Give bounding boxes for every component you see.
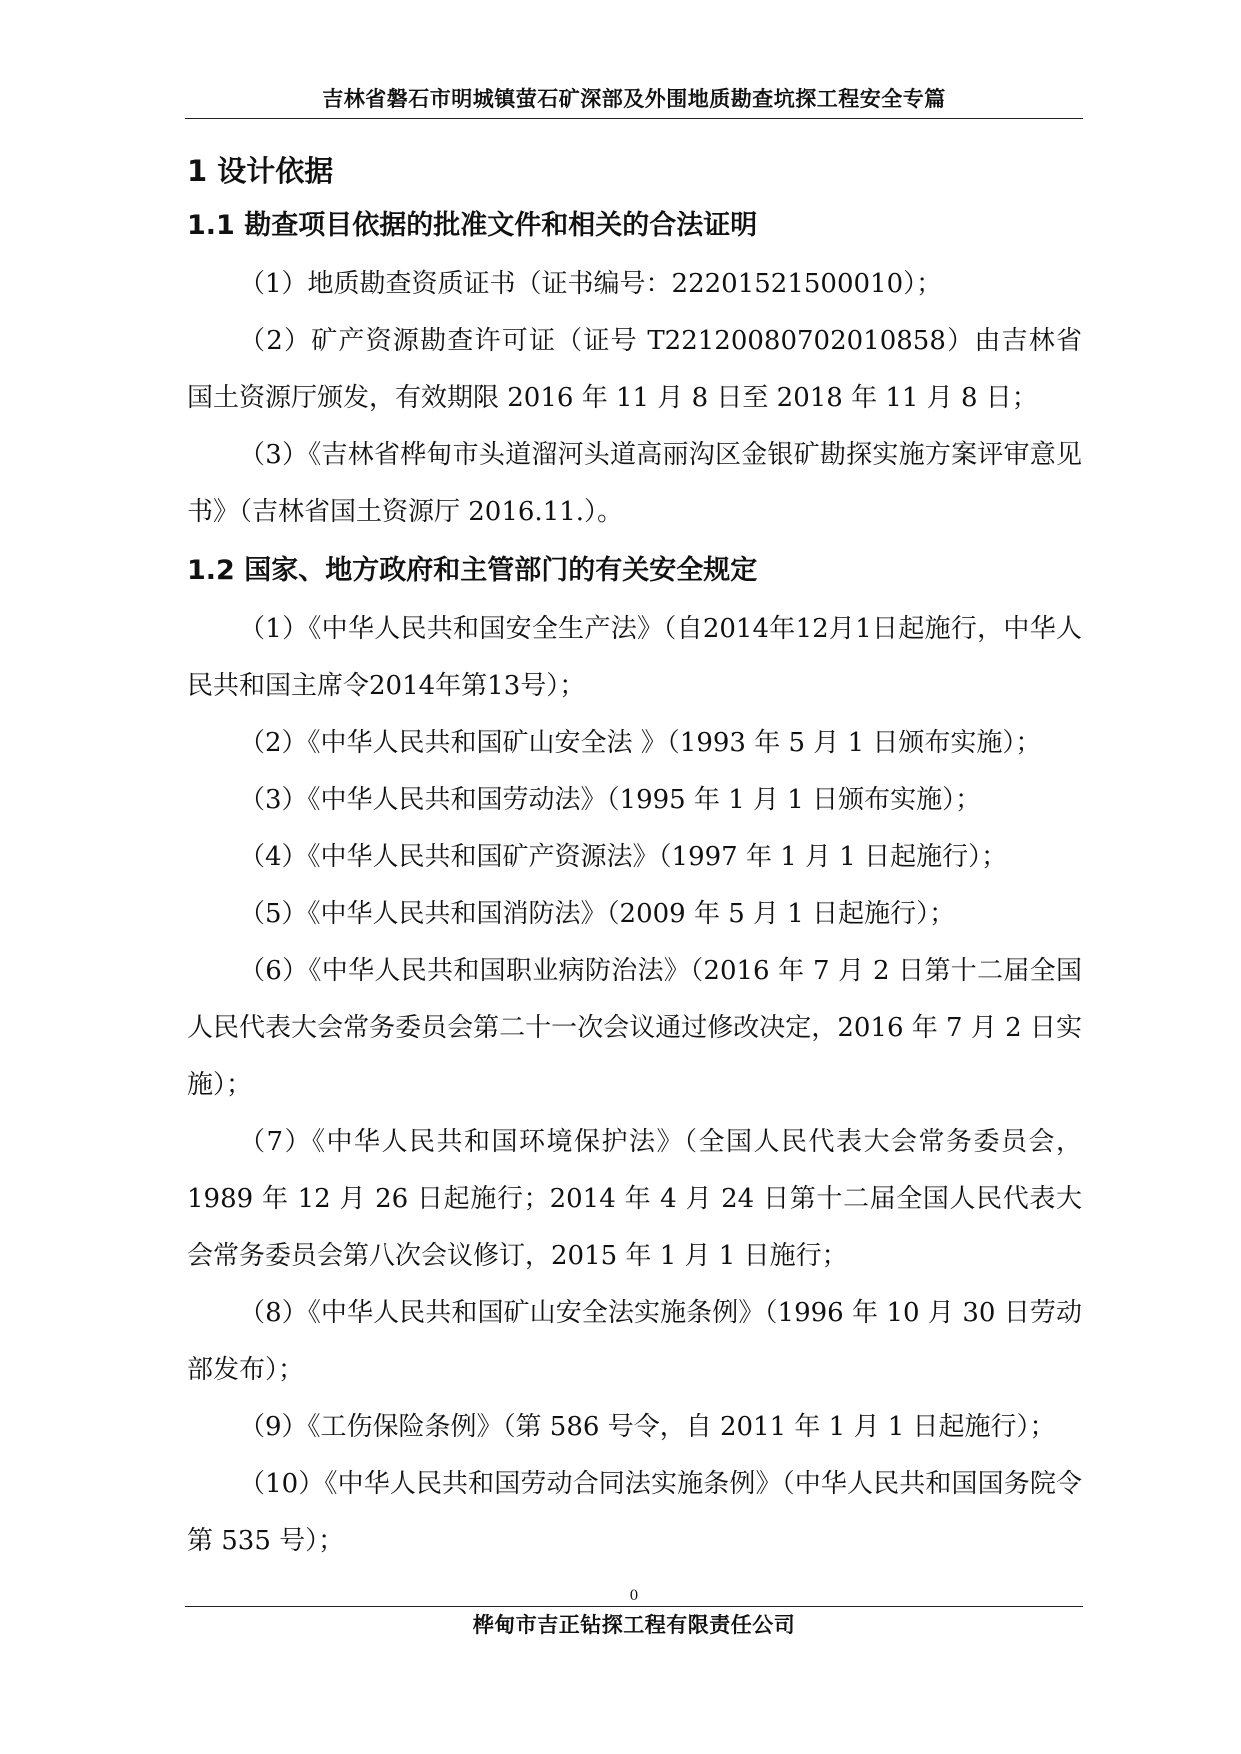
list-item: （3）《吉林省桦甸市头道溜河头道高丽沟区金银矿勘探实施方案评审意见书》（吉林省国土资源厅 2016.11.）。 [187,440,1082,527]
section-heading: 1 设计依据 [187,154,334,188]
list-item: （10）《中华人民共和国劳动合同法实施条例》（中华人民共和国国务院令第 535 号）； [187,1469,1082,1556]
list-item: （2）矿产资源勘查许可证（证号 T22120080702010858）由吉林省国土资源厅颁发，有效期限 2016 年 11 月 8 日至 2018 年 11 月 8 日； [187,326,1082,413]
list-item: （5）《中华人民共和国消防法》（2009 年 5 月 1 日起施行）； [239,899,956,929]
footer-company-name: 桦甸市吉正钻探工程有限责任公司 [472,1613,796,1637]
list-item: （1）《中华人民共和国安全生产法》（自2014年12月1日起施行，中华人民共和国主席令2014年第13号）； [187,614,1082,701]
list-item: （4）《中华人民共和国矿产资源法》（1997 年 1 月 1 日起施行）； [239,842,1008,872]
list-item: （9）《工伤保险条例》（第 586 号令，自 2011 年 1 月 1 日起施行）； [239,1412,1056,1442]
footer-divider [185,1606,1083,1607]
subsection-heading-1-1: 1.1 勘查项目依据的批准文件和相关的合法证明 [187,210,758,241]
list-item: （8）《中华人民共和国矿山安全法实施条例》（1996 年 10 月 30 日劳动部发布）； [187,1298,1082,1385]
header-divider [185,118,1083,119]
list-item: （1）地质勘查资质证书（证书编号：22201521500010）； [239,269,943,299]
list-item: （6）《中华人民共和国职业病防治法》（2016 年 7 月 2 日第十二届全国人民代表大会常务委员会第二十一次会议通过修改决定，2016 年 7 月 2 日实施）； [187,956,1082,1100]
running-header-title: 吉林省磐石市明城镇萤石矿深部及外围地质勘查坑探工程安全专篇 [322,87,946,111]
page-number: 0 [629,1588,639,1604]
list-item: （7）《中华人民共和国环境保护法》（全国人民代表大会常务委员会，1989 年 12 月 26 日起施行；2014 年 4 月 24 日第十二届全国人民代表大会常务委员会第八次会议修订，2015 年 1 月 1 日施行； [187,1127,1082,1271]
subsection-heading-1-2: 1.2 国家、地方政府和主管部门的有关安全规定 [187,555,758,586]
document-body [187,146,1082,1570]
list-item: （2）《中华人民共和国矿山安全法 》（1993 年 5 月 1 日颁布实施）； [239,728,1042,758]
list-item: （3）《中华人民共和国劳动法》（1995 年 1 月 1 日颁布实施）； [239,785,982,815]
